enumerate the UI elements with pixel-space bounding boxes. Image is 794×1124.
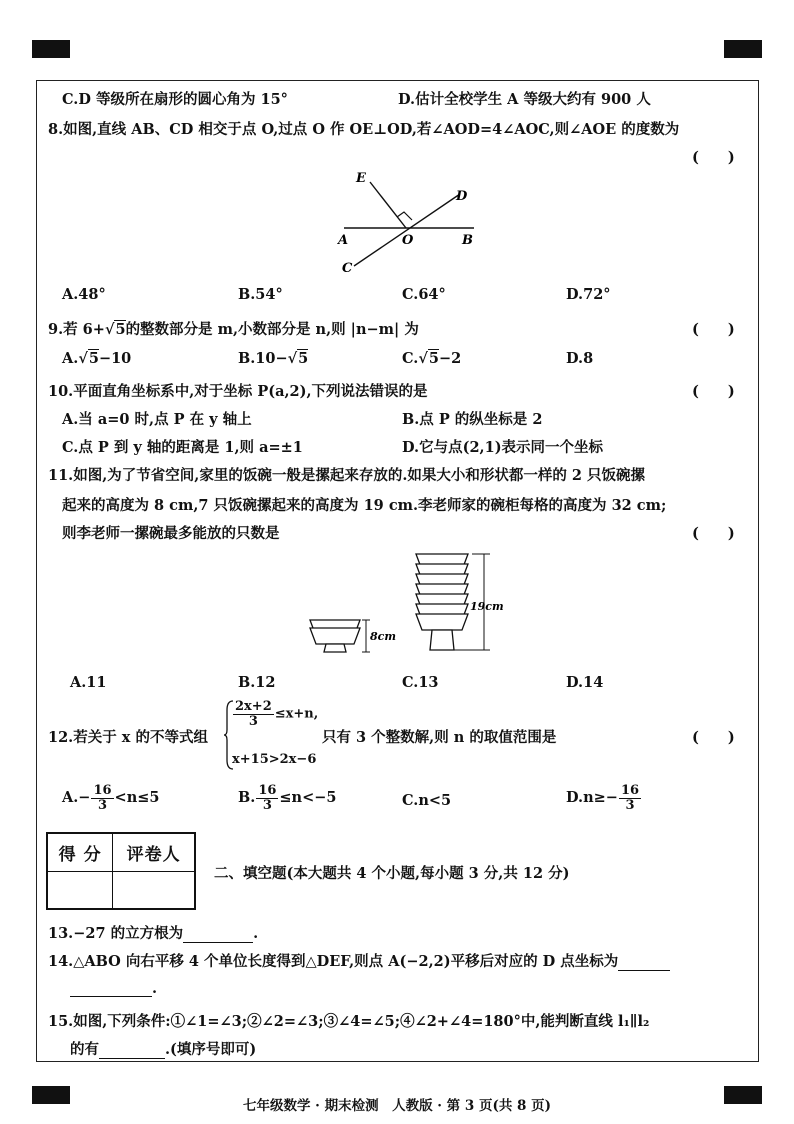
q11-option-d: D.14 [566,674,604,691]
q14-answer-blank-b[interactable] [70,981,152,997]
q11-line1: 11.如图,为了节省空间,家里的饭碗一般是摞起来存放的.如果大小和形状都一样的 2 只饭碗摞 [48,467,646,484]
q8-option-c: C.64° [402,286,446,303]
q8-option-b: B.54° [238,286,283,303]
q12-option-d: D.n≥− $\frac{16}{3}$ [566,783,640,813]
q11-label-8cm: 8cm [370,630,396,643]
q14-line2: . [70,980,157,997]
q11-option-b: B.12 [238,674,276,691]
q9-option-d: D.8 [566,350,594,367]
q14-answer-blank-a[interactable] [618,955,670,971]
q11-small-stack [310,620,360,652]
q10-option-b: B.点 P 的纵坐标是 2 [402,411,543,428]
q11-bowl-figure [304,546,544,666]
corner-marker-top-right [724,40,762,58]
q9-stem-b: 的整数部分是 m,小数部分是 n,则 |n−m| 为 [125,321,419,338]
q13-stem: 13.−27 的立方根为 . [48,925,259,942]
q8-label-b: B [462,233,473,248]
q10-option-d: D.它与点(2,1)表示同一个坐标 [402,439,604,456]
q11-line2: 起来的高度为 8 cm,7 只饭碗摞起来的高度为 19 cm.李老师家的碗柜每格的高度为 32 cm; [62,497,667,514]
q10-stem: 10.平面直角坐标系中,对于坐标 P(a,2),下列说法错误的是 [48,383,428,400]
q8-option-d: D.72° [566,286,611,303]
q12-option-b: B. $\frac{16}{3}$ ≤n<−5 [238,783,337,813]
q12-option-c: C.n<5 [402,792,452,809]
score-cell[interactable] [47,871,113,909]
q12-inequality-2: x+15>2x−6 [232,752,317,767]
q12-stem-a: 12.若关于 x 的不等式组 [48,729,208,746]
q9-answer-paren: ( ) [692,321,735,338]
q11-line3: 则李老师一摞碗最多能放的只数是 [62,525,280,542]
corner-marker-top-left [32,40,70,58]
q10-option-a: A.当 a=0 时,点 P 在 y 轴上 [62,411,252,428]
q8-label-a: A [338,233,349,248]
q12-answer-paren: ( ) [692,729,735,746]
q8-label-c: C [342,261,353,276]
q9-stem: 9.若 6+√5的整数部分是 m,小数部分是 n,则 |n−m| 为 [48,321,419,338]
q9-option-b: B.10−√5 [238,350,309,367]
q11-tall-stack [416,554,468,650]
q8-answer-paren: ( ) [692,149,735,166]
q8-option-a: A.48° [62,286,106,303]
q11-answer-paren: ( ) [692,525,735,542]
q8-stem: 8.如图,直线 AB、CD 相交于点 O,过点 O 作 OE⊥OD,若∠AOD=4∠AOC,则∠AOE 的度数为 [48,121,680,138]
q9-stem-sqrt: 5 [115,321,126,338]
q12-inequality-1: $\frac{2x+2}{3}$ ≤x+n, [235,699,319,729]
q12-stem-b: 只有 3 个整数解,则 n 的取值范围是 [322,729,557,746]
q8-label-e: E [356,171,366,186]
grader-header: 评卷人 [113,833,195,871]
q10-option-c: C.点 P 到 y 轴的距离是 1,则 a=±1 [62,439,303,456]
q13-answer-blank[interactable] [183,927,253,943]
q11-label-19cm: 19cm [470,600,504,613]
q14-stem: 14.△ABO 向右平移 4 个单位长度得到△DEF,则点 A(−2,2)平移后对应的 D 点坐标为 [48,950,670,971]
q7-option-c: C.D 等级所在扇形的圆心角为 15° [62,91,288,108]
q15-answer-blank[interactable] [99,1043,165,1059]
q10-answer-paren: ( ) [692,383,735,400]
q11-option-a: A.11 [70,674,107,691]
q7-option-d: D.估计全校学生 A 等级大约有 900 人 [398,91,651,108]
q9-option-c: C.√5−2 [402,350,462,367]
q12-option-a: A.− $\frac{16}{3}$ <n≤5 [62,783,160,813]
q15-line2: 的有 .(填序号即可) [70,1041,257,1058]
score-table [46,832,196,910]
q9-stem-a: 9.若 6+ [48,321,105,338]
grader-cell[interactable] [113,871,195,909]
q8-angle-figure [336,168,496,278]
score-header: 得 分 [47,833,113,871]
q8-label-d: D [456,189,468,204]
section-2-title: 二、填空题(本大题共 4 个小题,每小题 3 分,共 12 分) [214,865,570,882]
page-footer: 七年级数学 · 期末检测 人教版 · 第 3 页(共 8 页) [242,1098,552,1114]
q15-stem: 15.如图,下列条件:①∠1=∠3;②∠2=∠3;③∠4=∠5;④∠2+∠4=180°中,能判断直线 l₁∥l₂ [48,1013,650,1030]
q8-line-cd [354,194,460,266]
q8-label-o: O [402,233,414,248]
q9-option-a: A.√5−10 [62,350,132,367]
q8-ray-oe [370,182,406,228]
q11-option-c: C.13 [402,674,439,691]
